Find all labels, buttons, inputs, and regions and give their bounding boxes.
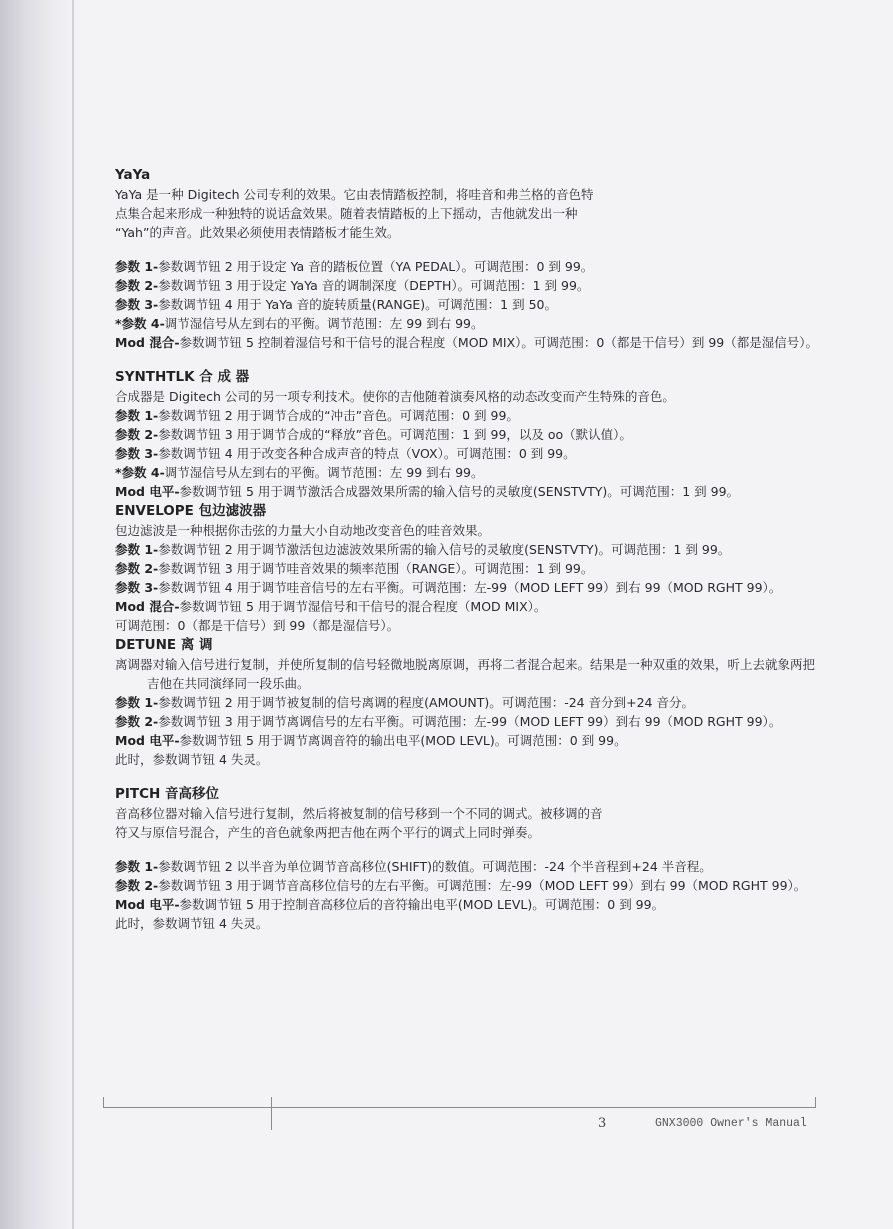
param-text: 调节湿信号从左到右的平衡。调节范围：左 99 到右 99。 [164, 465, 484, 480]
param-label: 参数 3- [115, 297, 159, 312]
section-note: 此时，参数调节钮 4 失灵。 [115, 916, 269, 931]
section-desc-line: 符又与原信号混合，产生的音色就象两把吉他在两个平行的调式上同时弹奏。 [115, 825, 541, 840]
section-desc: 合成器是 Digitech 公司的另一项专利技术。使你的吉他随着演奏风格的动态改变而产生特殊的音色。 [115, 389, 675, 404]
param-item [115, 295, 827, 314]
footer-tick [103, 1097, 104, 1108]
page-number: 3 [598, 1116, 607, 1131]
section-yaya [115, 165, 827, 352]
param-text: 参数调节钮 5 用于调节湿信号和干信号的混合程度（MOD MIX）。 [179, 599, 547, 614]
param-label: 参数 2- [115, 714, 159, 729]
section-title: YaYa [115, 167, 151, 183]
section-desc-line: “Yah”的声音。此效果必须使用表情踏板才能生效。 [115, 225, 400, 240]
param-text: 参数调节钮 5 控制着湿信号和干信号的混合程度（MOD MIX）。可调范围：0（都是干信号）到 99（都是湿信号）。 [179, 335, 819, 350]
param-text: 参数调节钮 2 用于设定 Ya 音的踏板位置（YA PEDAL）。可调范围：0 到 99。 [158, 259, 594, 274]
param-label: 参数 2- [115, 878, 159, 893]
section-envelope [115, 501, 827, 635]
section-synthtlk [115, 367, 827, 501]
section-desc-line: 点集合起来形成一种独特的说话盒效果。随着表情踏板的上下摇动，吉他就发出一种 [115, 206, 578, 221]
section-pitch [115, 784, 827, 933]
section-detune [115, 635, 827, 769]
param-label: 参数 1- [115, 859, 159, 874]
footer-tick [815, 1097, 816, 1108]
param-text: 参数调节钮 3 用于调节合成的“释放”音色。可调范围：1 到 99，以及 oo（默认值）。 [158, 427, 632, 442]
param-label: 参数 2- [115, 561, 159, 576]
param-label: Mod 电平- [115, 484, 180, 499]
param-label: *参数 4- [115, 316, 165, 331]
param-label: 参数 3- [115, 580, 159, 595]
section-desc: 包边滤波是一种根据你击弦的力量大小自动地改变音色的哇音效果。 [115, 523, 491, 538]
manual-title: GNX3000 Owner's Manual [655, 1117, 807, 1130]
param-text: 参数调节钮 2 用于调节合成的“冲击”音色。可调范围：0 到 99。 [158, 408, 519, 423]
param-item [115, 257, 827, 276]
section-title: SYNTHTLK 合 成 器 [115, 369, 250, 385]
param-item [115, 540, 827, 559]
param-text: 参数调节钮 4 用于改变各种合成声音的特点（VOX）。可调范围：0 到 99。 [158, 446, 576, 461]
param-item [115, 597, 827, 616]
param-text: 参数调节钮 3 用于调节离调信号的左右平衡。可调范围：左-99（MOD LEFT 99）到右 99（MOD RGHT 99）。 [158, 714, 782, 729]
binder-edge [72, 0, 74, 1229]
param-text: 参数调节钮 5 用于调节激活合成器效果所需的输入信号的灵敏度(SENSTVTY)。可调范围：1 到 99。 [179, 484, 740, 499]
param-item [115, 712, 827, 731]
param-item [115, 578, 827, 597]
param-label: 参数 2- [115, 427, 159, 442]
param-text: 参数调节钮 3 用于设定 YaYa 音的调制深度（DEPTH）。可调范围：1 到 99。 [158, 278, 590, 293]
param-text: 参数调节钮 5 用于调节离调音符的输出电平(MOD LEVL)。可调范围：0 到 99。 [179, 733, 627, 748]
param-item [115, 463, 827, 482]
section-title: DETUNE 离 调 [115, 637, 213, 653]
param-item [115, 425, 827, 444]
param-item [115, 444, 827, 463]
param-item [115, 876, 827, 895]
binder-shadow [0, 0, 75, 1229]
param-label: 参数 1- [115, 408, 159, 423]
param-item [115, 482, 827, 501]
param-label: 参数 1- [115, 259, 159, 274]
param-label: *参数 4- [115, 465, 165, 480]
param-item [115, 731, 827, 750]
manual-page [115, 165, 827, 933]
param-item [115, 895, 827, 914]
param-label: 参数 3- [115, 446, 159, 461]
param-item [115, 559, 827, 578]
footer-tick [271, 1097, 272, 1130]
section-desc-line: YaYa 是一种 Digitech 公司专利的效果。它由表情踏板控制，将哇音和弗兰格的音色特 [115, 187, 594, 202]
param-text: 参数调节钮 2 用于调节激活包边滤波效果所需的输入信号的灵敏度(SENSTVTY)。可调范围：1 到 99。 [158, 542, 731, 557]
param-text: 参数调节钮 3 用于调节哇音效果的频率范围（RANGE）。可调范围：1 到 99。 [158, 561, 594, 576]
param-text: 参数调节钮 4 用于调节哇音信号的左右平衡。可调范围：左-99（MOD LEFT 99）到右 99（MOD RGHT 99）。 [158, 580, 782, 595]
param-text: 调节湿信号从左到右的平衡。调节范围：左 99 到右 99。 [164, 316, 484, 331]
param-label: Mod 混合- [115, 335, 180, 350]
section-title: PITCH 音高移位 [115, 786, 220, 802]
param-item [115, 857, 827, 876]
param-item [115, 333, 827, 352]
param-text: 参数调节钮 2 以半音为单位调节音高移位(SHIFT)的数值。可调范围：-24 个半音程到+24 半音程。 [158, 859, 712, 874]
section-note: 此时，参数调节钮 4 失灵。 [115, 752, 269, 767]
footer-rule [103, 1107, 816, 1108]
param-label: Mod 混合- [115, 599, 180, 614]
section-note: 可调范围：0（都是干信号）到 99（都是湿信号）。 [115, 618, 400, 633]
section-desc: 离调器对输入信号进行复制，并使所复制的信号轻微地脱离原调，再将二者混合起来。结果是一种双重的效果，听上去就象两把吉他在共同演绎同一段乐曲。 [115, 657, 816, 691]
param-label: Mod 电平- [115, 897, 180, 912]
param-item [115, 406, 827, 425]
param-text: 参数调节钮 3 用于调节音高移位信号的左右平衡。可调范围：左-99（MOD LEFT 99）到右 99（MOD RGHT 99）。 [158, 878, 807, 893]
param-item [115, 276, 827, 295]
param-label: Mod 电平- [115, 733, 180, 748]
param-text: 参数调节钮 2 用于调节被复制的信号离调的程度(AMOUNT)。可调范围：-24 音分到+24 音分。 [158, 695, 694, 710]
param-item [115, 693, 827, 712]
param-label: 参数 1- [115, 695, 159, 710]
section-title: ENVELOPE 包边滤波器 [115, 503, 267, 519]
param-text: 参数调节钮 4 用于 YaYa 音的旋转质量(RANGE)。可调范围：1 到 50。 [158, 297, 557, 312]
param-text: 参数调节钮 5 用于控制音高移位后的音符输出电平(MOD LEVL)。可调范围：0 到 99。 [179, 897, 665, 912]
section-desc-line: 音高移位器对输入信号进行复制，然后将被复制的信号移到一个不同的调式。被移调的音 [115, 806, 603, 821]
param-item [115, 314, 827, 333]
param-label: 参数 1- [115, 542, 159, 557]
param-label: 参数 2- [115, 278, 159, 293]
